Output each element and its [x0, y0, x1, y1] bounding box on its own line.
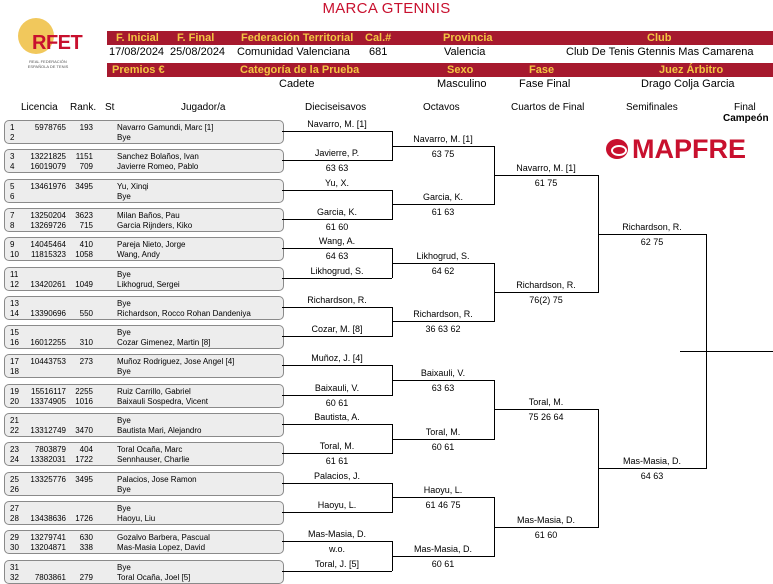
player-license: 16012255 — [30, 338, 66, 348]
player-name: Bye — [117, 269, 131, 279]
qf-score: 61 75 — [534, 177, 558, 188]
value-federacion: Comunidad Valenciana — [237, 46, 350, 58]
draw-position: 21 — [10, 416, 19, 425]
bracket-line — [282, 453, 392, 454]
player-rank: 1016 — [75, 396, 93, 406]
bracket-line — [598, 468, 706, 469]
qf-score: 75 26 64 — [528, 412, 564, 423]
sf-score: 64 63 — [640, 470, 664, 481]
bracket-connector — [392, 483, 393, 513]
r32-winner: Muñoz, J. [4] — [311, 353, 363, 364]
bracket-connector — [392, 541, 393, 571]
player-rank: 1726 — [75, 513, 93, 523]
col-cuartos: Cuartos de Final — [511, 102, 585, 113]
player-license: 13204871 — [30, 543, 66, 553]
draw-position: 12 — [10, 279, 19, 289]
sf-score: 62 75 — [640, 236, 664, 247]
r32-winner: Baixauli, V. — [314, 382, 360, 393]
draw-match-slot — [4, 501, 284, 525]
player-name: Garcia Rijnders, Kiko — [117, 220, 193, 230]
draw-position: 7 — [10, 210, 15, 220]
bracket-line — [494, 409, 598, 410]
logo-text: RFET — [32, 32, 83, 54]
player-name: Muñoz Rodriguez, Jose Angel [4] — [117, 357, 235, 367]
bracket-line — [598, 234, 706, 235]
player-rank: 273 — [79, 357, 93, 367]
draw-position: 19 — [10, 386, 19, 396]
draw-position: 3 — [10, 152, 15, 162]
rfet-logo — [14, 18, 94, 68]
draw-position: 17 — [10, 357, 19, 367]
r16-winner: Richardson, R. — [413, 309, 473, 320]
player-rank: 338 — [79, 543, 93, 553]
player-rank: 1151 — [75, 152, 93, 162]
player-name: Toral Ocaña, Joel [5] — [117, 572, 191, 582]
r32-winner: Palacios, J. — [313, 470, 361, 481]
player-name: Richardson, Rocco Rohan Dandeniya — [117, 308, 251, 318]
player-license: 15516117 — [31, 386, 66, 396]
col-campeon: Campeón — [723, 113, 769, 124]
final-line — [680, 351, 773, 352]
draw-position: 6 — [10, 191, 15, 201]
draw-position: 1 — [10, 123, 15, 132]
player-rank: 2255 — [75, 386, 93, 396]
r16-score: 36 63 62 — [425, 324, 461, 335]
player-name: Bye — [117, 191, 131, 201]
player-rank: 630 — [79, 533, 93, 543]
player-name: Gozalvo Barbera, Pascual — [117, 533, 210, 543]
r32-winner: Toral, J. [5] — [314, 558, 359, 569]
player-name: Bye — [117, 328, 131, 338]
draw-position: 27 — [10, 503, 19, 513]
mapfre-emblem-icon — [606, 139, 628, 159]
player-license: 13250204 — [30, 210, 66, 220]
player-name: Javierre Romeo, Pablo — [117, 162, 199, 172]
header-categoria: Categoría de la Prueba — [240, 64, 360, 76]
player-license: 7803861 — [34, 572, 66, 582]
r32-winner: Navarro, M. [1] — [307, 119, 367, 129]
bracket-connector — [598, 175, 599, 293]
r16-score: 61 46 75 — [425, 500, 461, 511]
player-license: 7803879 — [34, 445, 66, 455]
value-sexo: Masculino — [437, 78, 487, 90]
qf-score: 61 60 — [534, 529, 558, 540]
value-fase: Fase Final — [519, 78, 571, 90]
r16-winner: Navarro, M. [1] — [413, 133, 473, 144]
player-name: Ruiz Carrillo, Gabriel — [117, 386, 191, 396]
draw-position: 23 — [10, 445, 19, 455]
value-f-final: 25/08/2024 — [170, 46, 226, 58]
bracket-connector — [392, 365, 393, 395]
draw-position: 10 — [10, 250, 19, 260]
player-name: Bye — [117, 367, 131, 377]
r32-score: 64 63 — [325, 251, 349, 262]
player-name: Cozar Gimenez, Martin [8] — [117, 338, 211, 348]
player-license: 13325776 — [30, 474, 66, 484]
r32-score: 61 60 — [325, 221, 349, 232]
col-rank: Rank. — [70, 102, 97, 113]
draw-position: 15 — [10, 328, 19, 338]
bracket-line — [282, 160, 392, 161]
sponsor-name: MAPFRE — [632, 134, 746, 164]
bracket-line — [282, 278, 392, 279]
draw-match-slot — [4, 354, 284, 378]
header-fase: Fase — [529, 64, 555, 76]
bracket-connector — [392, 131, 393, 161]
draw-position: 5 — [10, 181, 15, 191]
sf-winner: Mas-Masia, D. — [622, 455, 681, 466]
draw-position: 22 — [10, 426, 19, 435]
bracket-line — [282, 336, 392, 337]
bracket-connector — [494, 263, 495, 323]
player-rank: 3623 — [75, 210, 93, 220]
player-license: 13312749 — [30, 426, 66, 435]
bracket-line — [282, 483, 392, 484]
r32-winner: Yu, X. — [324, 177, 350, 188]
sf-winner: Richardson, R. — [622, 221, 682, 232]
r32-winner: Javierre, P. — [314, 148, 360, 159]
r32-score: w.o. — [328, 544, 345, 555]
draw-position: 18 — [10, 367, 19, 377]
player-rank: 279 — [79, 572, 93, 582]
player-name: Bye — [117, 416, 131, 425]
draw-position: 14 — [10, 308, 19, 318]
r16-winner: Baixauli, V. — [420, 368, 466, 379]
bracket-line — [282, 512, 392, 513]
draw-position: 13 — [10, 298, 19, 308]
draw-position: 32 — [10, 572, 19, 582]
bracket-line — [282, 424, 392, 425]
header-club: Club — [647, 32, 672, 44]
player-rank: 310 — [79, 338, 93, 348]
draw-match-slot — [4, 413, 284, 437]
bracket-line — [392, 146, 494, 147]
player-rank: 709 — [79, 162, 93, 172]
player-license: 10443753 — [30, 357, 66, 367]
player-name: Bye — [117, 484, 131, 494]
player-license: 13374905 — [30, 396, 66, 406]
draw-position: 9 — [10, 240, 15, 250]
bracket-line — [494, 527, 598, 528]
qf-winner: Mas-Masia, D. — [516, 514, 575, 525]
player-license: 13461976 — [30, 181, 66, 191]
bracket-line — [392, 263, 494, 264]
player-name: Mas-Masia Lopez, David — [117, 543, 206, 553]
draw-position: 28 — [10, 513, 19, 523]
info-value-row-1 — [107, 45, 773, 60]
player-name: Haoyu, Liu — [117, 513, 156, 523]
player-license: 13279741 — [30, 533, 66, 543]
player-name: Sennhauser, Charlie — [117, 455, 190, 465]
player-rank: 3495 — [75, 474, 93, 484]
value-categoria: Cadete — [279, 78, 315, 90]
player-name: Yu, Xinqi — [117, 181, 149, 191]
qf-score: 76(2) 75 — [529, 295, 563, 306]
draw-position: 4 — [10, 162, 15, 172]
player-name: Bautista Mari, Alejandro — [117, 426, 202, 435]
bracket-line — [392, 439, 494, 440]
draw-position: 30 — [10, 543, 19, 553]
col-jugador: Jugador/a — [181, 102, 226, 113]
player-name: Bye — [117, 133, 131, 142]
r32-winner: Wang, A. — [318, 236, 356, 247]
r32-winner: Bautista, A. — [314, 412, 360, 422]
draw-position: 26 — [10, 484, 19, 494]
bracket-line — [282, 395, 392, 396]
bracket-line — [392, 204, 494, 205]
qf-winner: Navarro, M. [1] — [516, 162, 576, 173]
draw-match-slot — [4, 325, 284, 349]
player-license: 13221825 — [30, 152, 66, 162]
draw-position: 20 — [10, 396, 19, 406]
bracket-connector — [494, 497, 495, 557]
draw-match-slot — [4, 384, 284, 408]
value-juez: Drago Colja Garcia — [641, 78, 735, 90]
r32-score: 63 63 — [325, 163, 349, 174]
player-license: 14045464 — [30, 240, 66, 250]
r16-score: 64 62 — [431, 265, 455, 276]
header-f-final: F. Final — [177, 32, 215, 44]
r32-score: 61 61 — [325, 456, 349, 467]
player-name: Bye — [117, 562, 131, 572]
player-name: Toral Ocaña, Marc — [117, 445, 183, 455]
r32-winner: Toral, M. — [319, 441, 355, 452]
info-header-row-1 — [107, 31, 773, 45]
bracket-line — [392, 321, 494, 322]
r32-winner: Haoyu, L. — [317, 499, 357, 510]
r32-winner: Mas-Masia, D. — [307, 529, 366, 540]
player-license: 11815323 — [31, 250, 66, 260]
player-name: Bye — [117, 503, 131, 513]
r16-score: 63 75 — [431, 148, 455, 159]
header-juez: Juez Árbitro — [659, 64, 724, 76]
info-header-row-2 — [107, 63, 773, 77]
player-rank: 1058 — [75, 250, 93, 260]
player-rank: 715 — [79, 220, 93, 230]
player-license: 13390696 — [30, 308, 66, 318]
player-license: 16019079 — [30, 162, 66, 172]
player-rank: 1722 — [75, 455, 93, 465]
draw-match-slot — [4, 560, 284, 584]
player-license: 13420261 — [30, 279, 66, 289]
r32-winner: Richardson, R. — [307, 294, 367, 305]
r32-score: 60 61 — [325, 397, 349, 408]
r16-winner: Toral, M. — [425, 426, 461, 437]
player-name: Pareja Nieto, Jorge — [117, 240, 186, 250]
player-rank: 404 — [79, 445, 93, 455]
draw-position: 25 — [10, 474, 19, 484]
bracket-line — [392, 497, 494, 498]
draw-position: 31 — [10, 562, 19, 572]
bracket-connector — [598, 409, 599, 527]
draw-match-slot — [4, 237, 284, 261]
col-semifinales: Semifinales — [626, 102, 678, 113]
bracket-line — [282, 365, 392, 366]
r16-winner: Mas-Masia, D. — [413, 543, 472, 554]
bracket-line — [282, 219, 392, 220]
bracket-connector — [392, 424, 393, 454]
bracket-connector — [392, 248, 393, 278]
player-name: Sanchez Bolaños, Ivan — [117, 152, 199, 162]
player-rank: 550 — [79, 308, 93, 318]
player-rank: 3495 — [75, 181, 93, 191]
r16-winner: Garcia, K. — [422, 192, 463, 203]
bracket-line — [494, 175, 598, 176]
qf-winner: Richardson, R. — [516, 280, 576, 291]
bracket-connector — [494, 146, 495, 206]
player-name: Bye — [117, 298, 131, 308]
r32-winner: Likhogrud, S. — [310, 265, 364, 276]
r32-winner: Cozar, M. [8] — [311, 324, 363, 335]
draw-match-slot — [4, 208, 284, 232]
player-rank: 1049 — [75, 279, 93, 289]
player-license: 13269726 — [30, 220, 66, 230]
logo-subtitle: REAL FEDERACIÓN ESPAÑOLA DE TENIS — [27, 59, 69, 69]
player-license: 13438636 — [30, 513, 66, 523]
player-rank: 410 — [79, 240, 93, 250]
header-federacion: Federación Territorial — [241, 32, 354, 44]
bracket-line — [392, 556, 494, 557]
header-f-inicial: F. Inicial — [116, 32, 159, 44]
draw-position: 29 — [10, 533, 19, 543]
draw-match-slot — [4, 179, 284, 203]
player-license: 13382031 — [30, 455, 66, 465]
bracket-connector — [392, 307, 393, 337]
col-licencia: Licencia — [21, 102, 58, 113]
mapfre-logo — [606, 136, 773, 166]
col-dieciseisavos: Dieciseisavos — [305, 102, 367, 113]
r32-winner: Garcia, K. — [316, 206, 357, 217]
header-sexo: Sexo — [447, 64, 474, 76]
draw-match-slot — [4, 296, 284, 320]
col-octavos: Octavos — [423, 102, 460, 113]
value-cal: 681 — [369, 46, 388, 58]
player-name: Likhogrud, Sergei — [117, 279, 180, 289]
col-st: St — [105, 102, 115, 113]
bracket-line — [282, 541, 392, 542]
player-rank: 193 — [79, 123, 93, 132]
bracket-line — [282, 571, 392, 572]
draw-position: 24 — [10, 455, 19, 465]
bracket-line — [282, 248, 392, 249]
bracket-line — [494, 292, 598, 293]
qf-winner: Toral, M. — [528, 397, 564, 408]
draw-match-slot — [4, 149, 284, 173]
bracket-connector — [494, 380, 495, 440]
header-premios: Premios € — [112, 64, 165, 76]
bracket-line — [282, 190, 392, 191]
info-value-row-2 — [107, 77, 773, 92]
r16-score: 60 61 — [431, 558, 455, 569]
header-cal: Cal.# — [365, 32, 392, 44]
header-provincia: Provincia — [443, 32, 493, 44]
bracket-line — [392, 380, 494, 381]
draw-position: 16 — [10, 338, 19, 348]
draw-match-slot — [4, 442, 284, 466]
draw-position: 2 — [10, 133, 15, 142]
player-name: Milan Baños, Pau — [117, 210, 180, 220]
player-name: Wang, Andy — [117, 250, 160, 260]
r16-score: 61 63 — [431, 207, 455, 218]
player-name: Navarro Gamundi, Marc [1] — [117, 123, 214, 132]
r16-winner: Likhogrud, S. — [416, 250, 470, 261]
player-license: 5978765 — [34, 123, 66, 132]
tournament-title: MARCA GTENNIS — [322, 0, 451, 17]
r16-score: 60 61 — [431, 441, 455, 452]
draw-position: 11 — [10, 269, 19, 279]
draw-match-slot — [4, 120, 284, 144]
bracket-line — [282, 307, 392, 308]
value-f-inicial: 17/08/2024 — [109, 46, 165, 58]
r16-winner: Haoyu, L. — [423, 485, 463, 496]
draw-match-slot — [4, 472, 284, 496]
col-final: Final — [734, 102, 756, 113]
bracket-connector — [392, 190, 393, 220]
player-name: Palacios, Jose Ramon — [117, 474, 197, 484]
draw-match-slot — [4, 267, 284, 291]
value-provincia: Valencia — [444, 46, 486, 58]
bracket-line — [282, 131, 392, 132]
value-club: Club De Tenis Gtennis Mas Camarena — [566, 46, 754, 58]
player-name: Baixauli Sospedra, Vicent — [117, 396, 209, 406]
draw-match-slot — [4, 530, 284, 554]
draw-position: 8 — [10, 220, 15, 230]
r16-score: 63 63 — [431, 383, 455, 394]
player-rank: 3470 — [75, 426, 93, 435]
